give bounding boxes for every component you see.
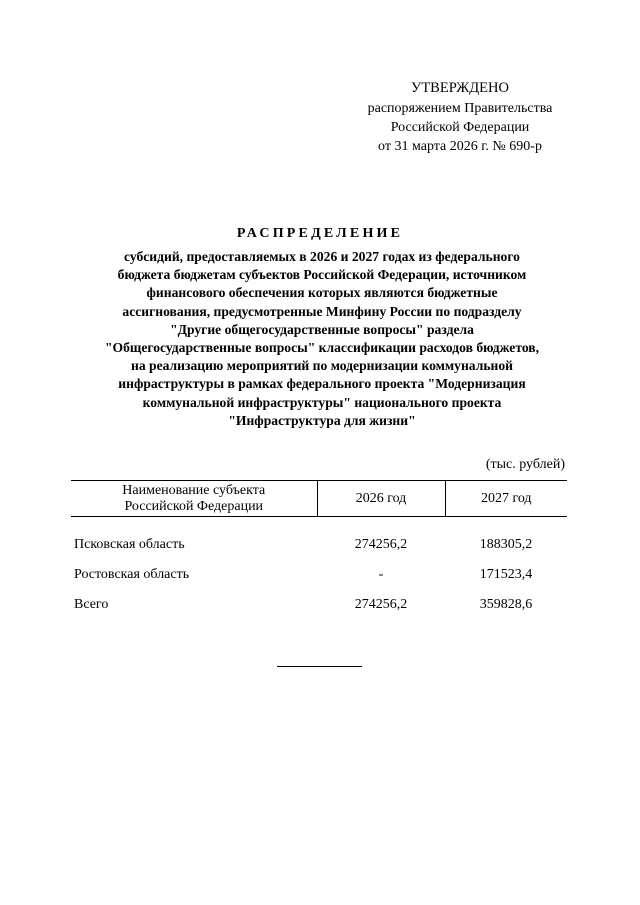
units-label: (тыс. рублей) [485,457,565,472]
approval-line-1: распоряжением Правительства [367,101,553,116]
header-region-name-line-1: Наименование субъекта [122,482,266,498]
row-total-2026: 274256,2 [354,597,408,612]
header-region-name [71,481,317,517]
table-row-total [71,590,567,620]
table-header-row [71,481,567,517]
subtitle-line: субсидий, предоставляемых в 2026 и 2027 годах из федерального [124,249,520,264]
spacer-cell [71,517,317,531]
row-region-name: Псковская область [74,537,185,552]
row-total-2027: 359828,6 [479,597,533,612]
subtitle-line: "Инфраструктура для жизни" [228,412,416,428]
document-end-line [277,666,362,667]
spacer-cell [317,517,445,531]
subtitle-line: на реализацию мероприятий по модернизации коммунальной [130,358,513,374]
subtitle-line: "Другие общегосударственные вопросы" раздела [170,321,474,337]
table-spacer-row [71,517,567,531]
header-2026: 2026 год [317,481,445,517]
subtitle-line: бюджета бюджетам субъектов Российской Федерации, источником [117,267,527,283]
row-total-name: Всего [74,597,109,612]
approval-line-3: от 31 марта 2026 г. № 690-р [378,139,542,154]
table-row [71,530,567,560]
row-value-2026: - [378,567,384,582]
subtitle-line: коммунальной инфраструктуры" национального проекта [142,394,502,410]
header-2027: 2027 год [445,481,567,517]
subtitle-line: "Общегосударственные вопросы" классификации расходов бюджетов, [104,340,540,356]
approval-block [330,79,590,156]
row-region-name: Ростовская область [74,567,190,582]
subtitle-line: финансового обеспечения которых являются бюджетные [146,285,498,301]
subtitle-line: инфраструктуры в рамках федерального проекта "Модернизация [118,376,526,392]
distribution-table [71,480,567,620]
row-value-2027: 171523,4 [479,567,533,582]
table-row [71,560,567,590]
row-value-2027: 188305,2 [479,537,533,552]
document-title: РАСПРЕДЕЛЕНИЕ [236,226,404,241]
document-subtitle [40,248,604,430]
header-region-name-line-2: Российской Федерации [124,498,264,514]
approval-line-2: Российской Федерации [390,120,530,135]
approved-stamp-text: УТВЕРЖДЕНО [411,80,509,96]
row-value-2026: 274256,2 [354,537,408,552]
spacer-cell [445,517,567,531]
subtitle-line: ассигнования, предусмотренные Минфину России по подразделу [122,303,522,319]
